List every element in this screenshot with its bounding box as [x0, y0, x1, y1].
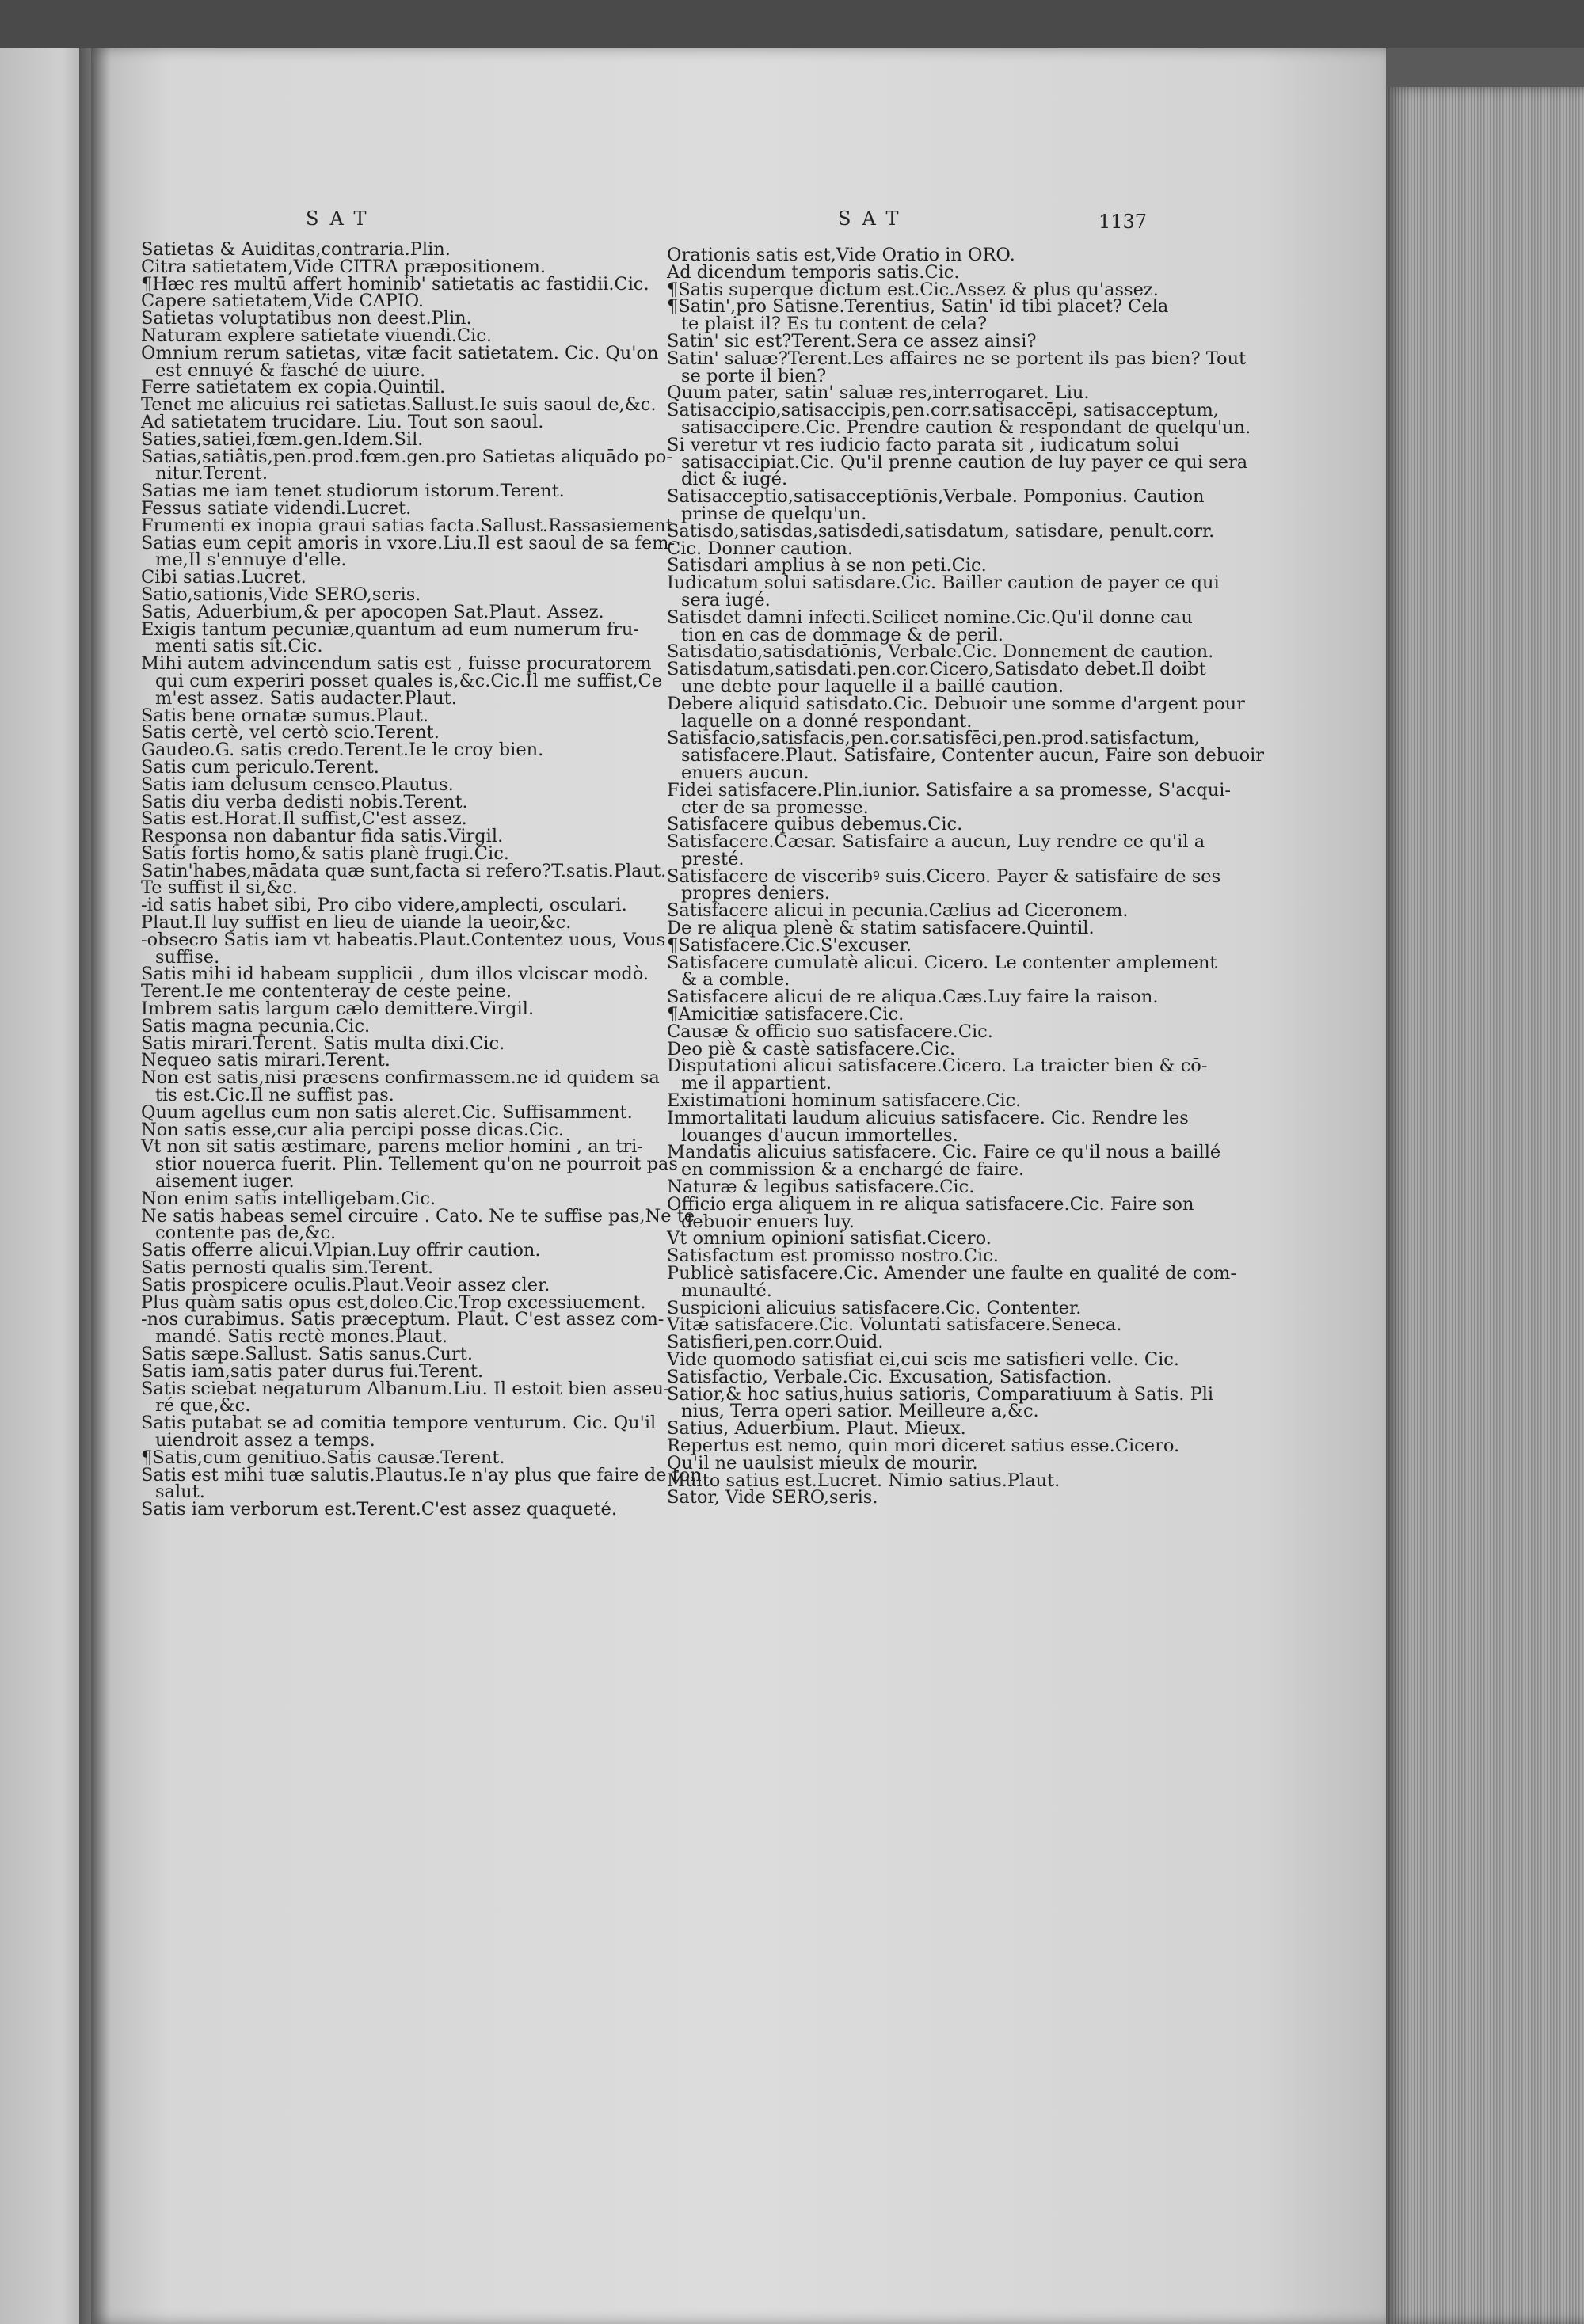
left-column-line: Responsa non dabantur fida satis.Virgil.: [141, 826, 504, 847]
right-column-line: Officio erga aliquem in re aliqua satisfacere.Cic. Faire son: [667, 1193, 1194, 1215]
right-column-line: sera iugé.: [681, 589, 771, 610]
page-number: 1137: [1099, 211, 1148, 233]
left-column-line: Satis fortis homo,& satis planè frugi.Cic.: [141, 842, 509, 864]
right-column-line: Satisfacere quibus debemus.Cic.: [667, 814, 963, 835]
left-column-line: Satis mirari.Terent. Satis multa dixi.Cic.: [141, 1033, 505, 1054]
left-column-line: Satis bene ornatæ sumus.Plaut.: [141, 705, 428, 726]
right-column-line: satisfacere.Plaut. Satisfaire, Contenter aucun, Faire son debuoir: [681, 745, 1265, 766]
left-column-line: Satis sæpe.Sallust. Satis sanus.Curt.: [141, 1344, 473, 1364]
left-column-line: Terent.Ie me contenteray de ceste peine.: [141, 981, 512, 1002]
left-column-line: Imbrem satis largum cælo demittere.Virgil.: [141, 998, 535, 1020]
right-column-line: une debte pour laquelle il a baillé caution.: [681, 675, 1064, 697]
right-column-line: me il appartient.: [681, 1073, 832, 1094]
left-column-line: Non satis esse,cur alia percipi posse dicas.Cic.: [141, 1119, 565, 1140]
left-column-line: Gaudeo.G. satis credo.Terent.Ie le croy bien.: [141, 740, 544, 761]
left-text-column: [141, 239, 702, 1520]
left-column-line: Nequeo satis mirari.Terent.: [141, 1050, 390, 1071]
running-head-right: SAT: [838, 207, 910, 230]
left-column-line: Mihi autem advincendum satis est , fuisse procuratorem: [141, 653, 652, 675]
left-column-line: Satis sciebat negaturum Albanum.Liu. Il estoit bien asseu-: [141, 1378, 670, 1399]
right-column-line: satisaccipere.Cic. Prendre caution & respondant de quelqu'un.: [681, 416, 1251, 438]
left-column-line: suffise.: [155, 946, 220, 968]
right-column-line: Satisdatio,satisdatiōnis, Verbale.Cic. Donnement de caution.: [667, 641, 1214, 663]
right-column-line: De re aliqua plenè & statim satisfacere.Quintil.: [667, 918, 1095, 939]
right-column-line: Mandatis alicuius satisfacere. Cic. Faire ce qu'il nous a baillé: [667, 1142, 1221, 1163]
right-column-line: Satisfacere alicui in pecunia.Cælius ad Ciceronem.: [667, 900, 1129, 922]
right-column-line: Satisfacere.Cæsar. Satisfaire a aucun, Luy rendre ce qu'il a: [667, 831, 1205, 853]
left-column-line: contente pas de,&c.: [155, 1223, 337, 1244]
right-column-line: Suspicioni alicuius satisfacere.Cic. Contenter.: [667, 1297, 1082, 1318]
left-column-line: Vt non sit satis æstimare, parens melior homini , an tri-: [141, 1136, 643, 1158]
right-column-line: Vitæ satisfacere.Cic. Voluntati satisfacere.Seneca.: [667, 1314, 1122, 1336]
right-column-line: Ad dicendum temporis satis.Cic.: [667, 261, 960, 283]
right-column-line: enuers aucun.: [681, 762, 809, 783]
right-column-line: Satius, Aduerbium. Plaut. Mieux.: [667, 1418, 966, 1440]
left-column-line: salut.: [155, 1482, 205, 1503]
left-column-line: me,Il s'ennuye d'elle.: [155, 550, 347, 571]
left-column-line: Satio,sationis,Vide SERO,seris.: [141, 584, 421, 605]
right-column-line: Satisacceptio,satisacceptiōnis,Verbale. Pomponius. Caution: [667, 486, 1205, 508]
left-column-line: qui cum experiri posset quales is,&c.Cic.Il me suffist,Ce: [155, 670, 663, 691]
left-column-line: mandé. Satis rectè mones.Plaut.: [155, 1326, 448, 1348]
left-column-line: Satis cum periculo.Terent.: [141, 756, 379, 778]
left-column-line: Satias me iam tenet studiorum istorum.Terent.: [141, 481, 565, 502]
binding-gutter-shadow: [79, 48, 111, 2324]
left-column-line: Plus quàm satis opus est,doleo.Cic.Trop excessiuement.: [141, 1291, 646, 1313]
right-column-line: Multo satius est.Lucret. Nimio satius.Plaut.: [667, 1470, 1060, 1491]
right-column-line: presté.: [681, 848, 744, 869]
right-column-line: Satisaccipio,satisaccipis,pen.corr.satisaccēpi, satisacceptum,: [667, 400, 1219, 421]
right-column-line: Publicè satisfacere.Cic. Amender une faulte en qualité de com-: [667, 1263, 1236, 1284]
left-column-line: Satis putabat se ad comitia tempore venturum. Cic. Qu'il: [141, 1413, 657, 1434]
left-column-line: est ennuyé & fasché de uiure.: [155, 359, 426, 381]
right-column-line: Naturæ & legibus satisfacere.Cic.: [667, 1177, 975, 1198]
left-column-line: -nos curabimus. Satis præceptum. Plaut. C'est assez com-: [141, 1309, 664, 1330]
left-column-line: Quum agellus eum non satis aleret.Cic. Suffisamment.: [141, 1101, 633, 1123]
right-column-line: Cic. Donner caution.: [667, 538, 854, 559]
left-column-line: uiendroit assez a temps.: [155, 1429, 375, 1451]
left-column-line: Satis magna pecunia.Cic.: [141, 1015, 371, 1036]
left-column-line: Satis iam delusum censeo.Plautus.: [141, 774, 454, 795]
right-column-line: Qu'il ne uaulsist mieulx de mourir.: [667, 1452, 978, 1474]
right-column-line: Debere aliquid satisdato.Cic. Debuoir une somme d'argent pour: [667, 693, 1245, 714]
right-column-line: cter de sa promesse.: [681, 797, 869, 818]
left-column-line: Ferre satietatem ex copia.Quintil.: [141, 377, 446, 398]
left-column-line: Cibi satias.Lucret.: [141, 567, 307, 588]
left-column-line: Satietas voluptatibus non deest.Plin.: [141, 308, 472, 329]
right-column-line: Causæ & officio suo satisfacere.Cic.: [667, 1021, 993, 1042]
left-column-line: aisement iuger.: [155, 1171, 295, 1192]
right-column-line: Satisfacio,satisfacis,pen.cor.satisfēci,pen.prod.satisfactum,: [667, 728, 1200, 749]
left-column-line: Satias,satiâtis,pen.prod.fœm.gen.pro Satietas aliquādo po-: [141, 446, 672, 467]
right-column-line: Repertus est nemo, quin mori diceret satius esse.Cicero.: [667, 1435, 1180, 1456]
right-column-line: propres deniers.: [681, 883, 831, 904]
right-column-line: Satin' sic est?Terent.Sera ce assez ainsi?: [667, 330, 1037, 352]
left-column-line: Satis prospicere oculis.Plaut.Veoir assez cler.: [141, 1274, 550, 1295]
left-column-line: Non est satis,nisi præsens confirmassem.ne id quidem sa: [141, 1067, 660, 1089]
left-column-line: ¶Hæc res multū affert hominib' satietatis ac fastidii.Cic.: [141, 273, 649, 295]
right-column-line: Satisfacere alicui de re aliqua.Cæs.Luy faire la raison.: [667, 987, 1159, 1008]
right-column-line: ¶Satis superque dictum est.Cic.Assez & plus qu'assez.: [667, 279, 1159, 300]
left-column-line: stior nouerca fuerit. Plin. Tellement qu'on ne pourroit pas: [155, 1154, 678, 1175]
right-column-line: Orationis satis est,Vide Oratio in ORO.: [667, 245, 1015, 265]
left-column-line: -id satis habet sibi, Pro cibo videre,amplecti, osculari.: [141, 895, 627, 916]
left-column-line: Te suffist il si,&c.: [141, 877, 298, 899]
left-column-line: Satis, Aduerbium,& per apocopen Sat.Plaut. Assez.: [141, 601, 604, 622]
left-column-line: Frumenti ex inopia graui satias facta.Sallust.Rassasiement.: [141, 515, 679, 536]
right-column-line: munaulté.: [681, 1280, 772, 1301]
left-column-line: Citra satietatem,Vide CITRA præpositionem.: [141, 256, 546, 277]
left-column-line: Satin'habes,mādata quæ sunt,facta si refero?T.satis.Plaut.: [141, 860, 667, 881]
right-column-line: laquelle on a donné respondant.: [681, 710, 973, 732]
right-column-line: louanges d'aucun immortelles.: [681, 1124, 958, 1146]
left-column-line: Capere satietatem,Vide CAPIO.: [141, 291, 425, 312]
right-column-line: Quum pater, satin' saluæ res,interrogaret. Liu.: [667, 382, 1090, 404]
right-column-line: Deo piè & castè satisfacere.Cic.: [667, 1038, 956, 1059]
right-column-line: ¶Amicitiæ satisfacere.Cic.: [667, 1004, 904, 1025]
right-column-line: Satisdet damni infecti.Scilicet nomine.Cic.Qu'il donne cau: [667, 607, 1193, 628]
left-column-line: Satis est.Horat.Il suffist,C'est assez.: [141, 808, 467, 830]
right-column-line: tion en cas de dommage & de peril.: [681, 624, 1003, 645]
right-column-line: Disputationi alicui satisfacere.Cicero. La traicter bien & cō-: [667, 1055, 1208, 1077]
right-column-line: debuoir enuers luy.: [681, 1211, 855, 1232]
right-column-line: & a comble.: [681, 969, 790, 991]
left-column-line: Satis est mihi tuæ salutis.Plautus.Ie n'ay plus que faire de ton: [141, 1464, 702, 1485]
right-column-line: prinse de quelqu'un.: [681, 503, 867, 524]
left-column-line: Ne satis habeas semel circuire . Cato. Ne te suffise pas,Ne te: [141, 1205, 695, 1227]
left-column-line: ¶Satis,cum genitiuo.Satis causæ.Terent.: [141, 1447, 505, 1468]
right-column-line: se porte il bien?: [681, 365, 827, 386]
left-column-line: nitur.Terent.: [155, 463, 268, 485]
right-column-line: Satisfactio, Verbale.Cic. Excusation, Satisfaction.: [667, 1366, 1113, 1387]
left-column-line: Naturam explere satietate viuendi.Cic.: [141, 325, 493, 346]
right-column-line: Satisdari amplius à se non peti.Cic.: [667, 555, 987, 576]
right-column-line: te plaist il? Es tu content de cela?: [681, 314, 988, 335]
left-column-line: Satis mihi id habeam supplicii , dum illos vlciscar modò.: [141, 964, 649, 985]
right-column-line: Fidei satisfacere.Plin.iunior. Satisfaire a sa promesse, S'acqui-: [667, 779, 1232, 801]
left-column-line: Satis certè, vel certò scio.Terent.: [141, 722, 440, 744]
right-column-line: ¶Satisfacere.Cic.S'excuser.: [667, 934, 912, 956]
right-column-line: nius, Terra operi satior. Meilleure a,&c.: [681, 1401, 1039, 1422]
left-column-line: tis est.Cic.Il ne suffist pas.: [155, 1085, 394, 1106]
left-column-line: Satias eum cepit amoris in vxore.Liu.Il est saoul de sa fem-: [141, 532, 676, 553]
left-column-line: Satis iam verborum est.Terent.C'est assez quaqueté.: [141, 1499, 618, 1520]
left-column-line: Omnium rerum satietas, vitæ facit satietatem. Cic. Qu'on: [141, 342, 659, 363]
left-column-line: Tenet me alicuius rei satietas.Sallust.Ie suis saoul de,&c.: [141, 394, 657, 416]
left-column-line: Fessus satiate videndi.Lucret.: [141, 497, 412, 519]
right-column-line: Satisfactum est promisso nostro.Cic.: [667, 1246, 999, 1267]
right-column-line: Vt omnium opinioni satisfiat.Cicero.: [667, 1228, 992, 1249]
left-column-line: menti satis sit.Cic.: [155, 636, 323, 657]
right-text-column: [667, 245, 1265, 1508]
left-column-line: Non enim satis intelligebam.Cic.: [141, 1188, 436, 1209]
right-column-line: en commission & a enchargé de faire.: [681, 1159, 1025, 1181]
right-column-line: Satisfacere de visceribꝰ suis.Cicero. Payer & satisfaire de ses: [667, 865, 1221, 887]
right-column-line: dict & iugé.: [681, 469, 788, 490]
page-edges-stack: [1386, 87, 1584, 2324]
right-column-line: satisaccipiat.Cic. Qu'il prenne caution de luy payer ce qui sera: [681, 451, 1248, 473]
right-column-line: Satior,& hoc satius,huius satioris, Comparatiuum à Satis. Pli: [667, 1383, 1214, 1405]
right-column-line: Satisdatum,satisdati.pen.cor.Cicero,Satisdato debet.Il doibt: [667, 659, 1206, 680]
right-column-line: Immortalitati laudum alicuius satisfacere. Cic. Rendre les: [667, 1107, 1189, 1128]
left-column-line: Ad satietatem trucidare. Liu. Tout son saoul.: [141, 411, 544, 432]
left-column-line: Satis pernosti qualis sim.Terent.: [141, 1257, 434, 1279]
left-column-line: ré que,&c.: [155, 1395, 251, 1417]
left-column-line: Saties,satiei,fœm.gen.Idem.Sil.: [141, 428, 424, 450]
right-column-line: Sator, Vide SERO,seris.: [667, 1487, 878, 1508]
right-column-line: Satin' saluæ?Terent.Les affaires ne se portent ils pas bien? Tout: [667, 348, 1247, 369]
left-column-line: Satis iam,satis pater durus fui.Terent.: [141, 1360, 484, 1382]
right-column-line: Satisdo,satisdas,satisdedi,satisdatum, satisdare, penult.corr.: [667, 520, 1215, 542]
right-column-line: Si veretur vt res iudicio facto parata sit , iudicatum solui: [667, 434, 1179, 455]
right-column-line: Existimationi hominum satisfacere.Cic.: [667, 1090, 1022, 1112]
left-column-line: Satietas & Auiditas,contraria.Plin.: [141, 239, 451, 260]
right-column-line: Iudicatum solui satisdare.Cic. Bailler caution de payer ce qui: [667, 572, 1220, 594]
running-head-left: SAT: [306, 207, 378, 230]
right-column-line: Vide quomodo satisfiat ei,cui scis me satisfieri velle. Cic.: [667, 1349, 1180, 1370]
right-column-line: Satisfieri,pen.corr.Ouid.: [667, 1332, 884, 1353]
left-column-line: Satis diu verba dedisti nobis.Terent.: [141, 791, 468, 812]
left-column-line: Satis offerre alicui.Vlpian.Luy offrir caution.: [141, 1240, 541, 1261]
left-column-line: -obsecro Satis iam vt habeatis.Plaut.Contentez uous, Vous: [141, 929, 666, 950]
right-column-line: Satisfacere cumulatè alicui. Cicero. Le contenter amplement: [667, 952, 1217, 973]
right-column-line: ¶Satin',pro Satisne.Terentius, Satin' id tibi placet? Cela: [667, 296, 1169, 318]
left-column-line: Exigis tantum pecuniæ,quantum ad eum numerum fru-: [141, 618, 640, 640]
left-column-line: Plaut.Il luy suffist en lieu de uiande la ueoir,&c.: [141, 912, 572, 934]
left-column-line: m'est assez. Satis audacter.Plaut.: [155, 687, 457, 709]
